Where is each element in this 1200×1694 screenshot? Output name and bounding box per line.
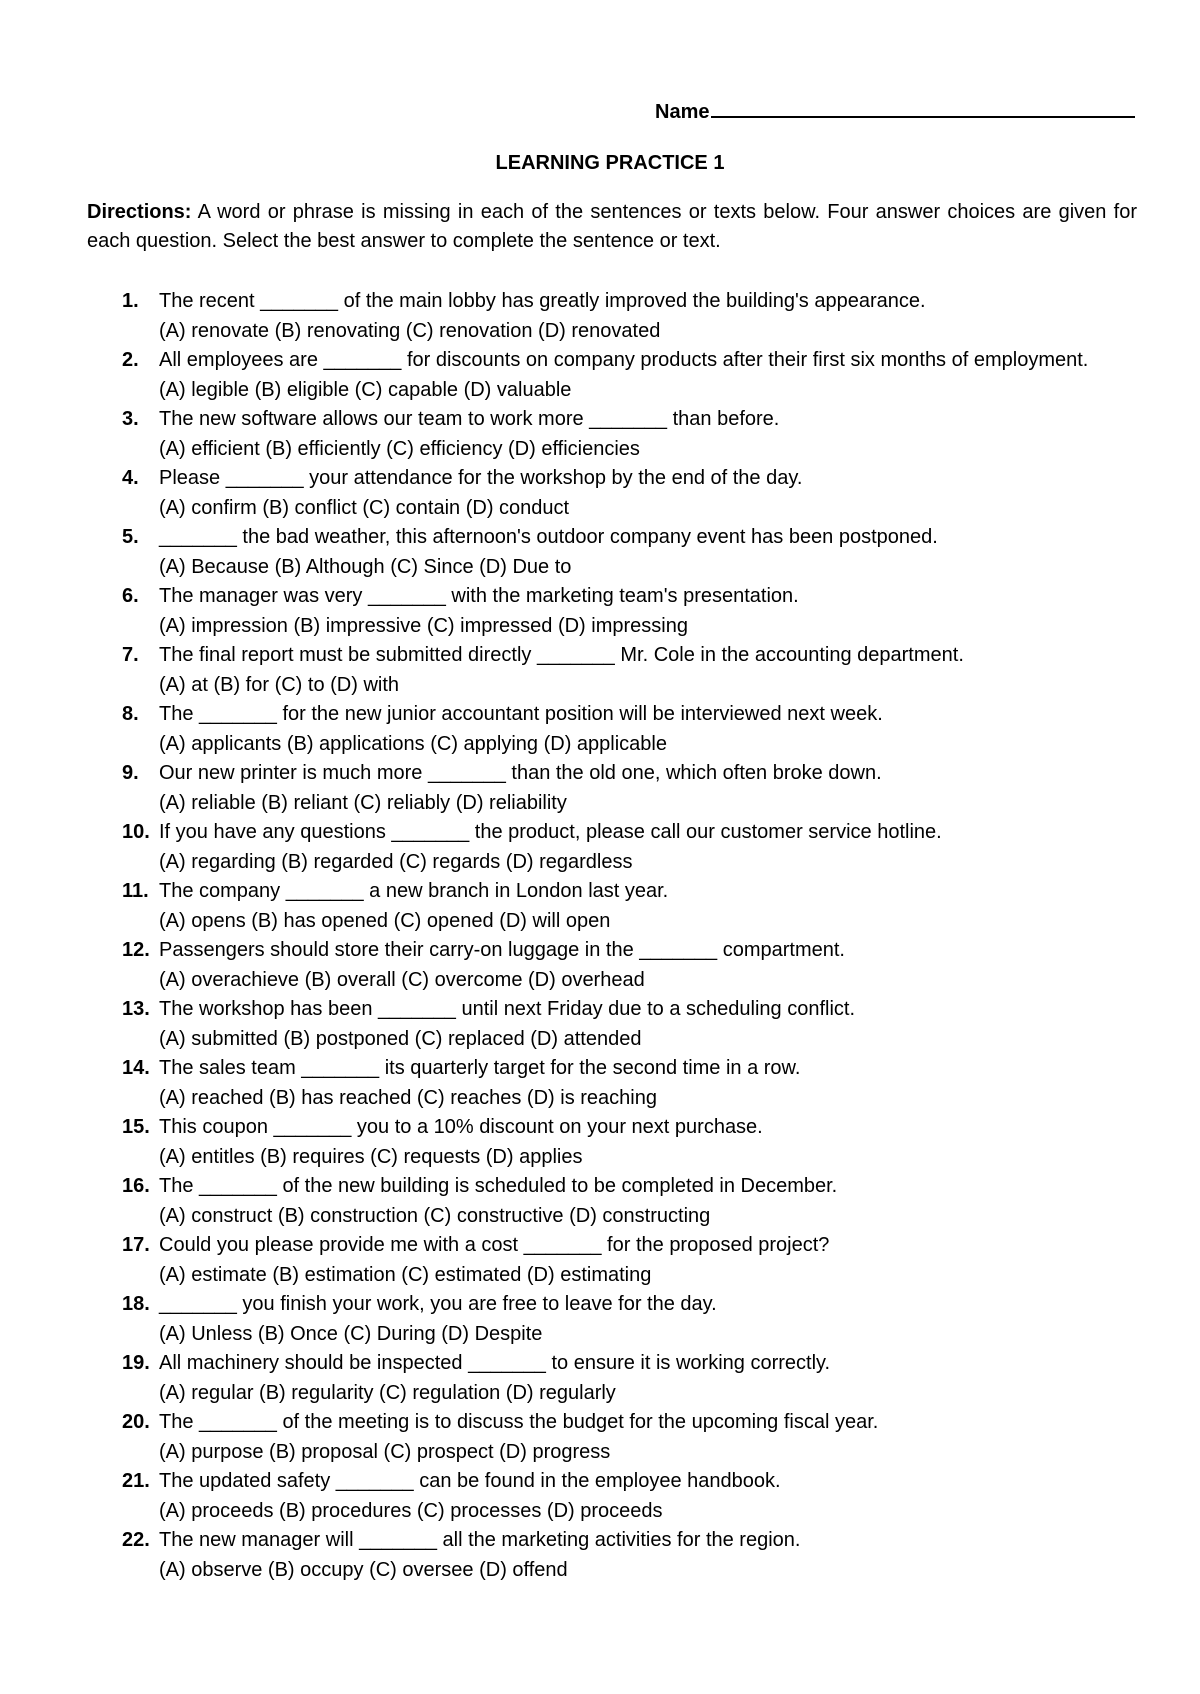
- question-text: All machinery should be inspected _______ to ensure it is working correctly.: [159, 1352, 831, 1374]
- question-text: The updated safety _______ can be found in the employee handbook.: [159, 1470, 781, 1492]
- question-text: Please _______ your attendance for the workshop by the end of the day.: [159, 467, 803, 489]
- question-number: 17.: [122, 1234, 150, 1256]
- question-item: [122, 1349, 1137, 1408]
- question-body: [159, 1408, 1137, 1467]
- question-body: [159, 759, 1137, 818]
- name-underline: [711, 98, 1135, 118]
- answer-choices: (A) renovate (B) renovating (C) renovation (D) renovated: [159, 319, 661, 342]
- question-number: 4.: [122, 467, 139, 489]
- answer-choices: (A) entitles (B) requires (C) requests (D) applies: [159, 1145, 583, 1168]
- question-body: [159, 877, 1137, 936]
- question-text: _______ the bad weather, this afternoon's outdoor company event has been postponed.: [159, 526, 938, 548]
- answer-choices: (A) regular (B) regularity (C) regulation (D) regularly: [159, 1381, 616, 1404]
- question-item: [122, 1290, 1137, 1349]
- question-number: 13.: [122, 998, 150, 1020]
- question-item: [122, 346, 1137, 405]
- question-item: [122, 1113, 1137, 1172]
- question-number: 20.: [122, 1411, 150, 1433]
- answer-choices: (A) Because (B) Although (C) Since (D) Due to: [159, 555, 572, 578]
- question-body: [159, 995, 1137, 1054]
- page-title: LEARNING PRACTICE 1: [495, 152, 725, 174]
- question-item: [122, 818, 1137, 877]
- question-text: _______ you finish your work, you are free to leave for the day.: [159, 1293, 717, 1315]
- question-item: [122, 641, 1137, 700]
- question-number: 18.: [122, 1293, 150, 1315]
- question-item: [122, 1526, 1137, 1585]
- question-body: [159, 1231, 1137, 1290]
- question-number: 15.: [122, 1116, 150, 1138]
- question-text: The final report must be submitted directly _______ Mr. Cole in the accounting department.: [159, 644, 964, 666]
- question-body: [159, 641, 1137, 700]
- answer-choices: (A) reliable (B) reliant (C) reliably (D) reliability: [159, 791, 567, 814]
- question-body: [159, 464, 1137, 523]
- question-number: 7.: [122, 644, 139, 666]
- question-number: 3.: [122, 408, 139, 430]
- question-body: [159, 582, 1137, 641]
- question-body: [159, 405, 1137, 464]
- answer-choices: (A) observe (B) occupy (C) oversee (D) offend: [159, 1558, 568, 1581]
- question-text: If you have any questions _______ the product, please call our customer service hotline.: [159, 821, 942, 843]
- question-text: The _______ of the meeting is to discuss the budget for the upcoming fiscal year.: [159, 1411, 879, 1433]
- question-body: [159, 936, 1137, 995]
- question-text: The recent _______ of the main lobby has greatly improved the building's appearance.: [159, 290, 926, 312]
- question-text: The _______ of the new building is scheduled to be completed in December.: [159, 1175, 838, 1197]
- question-number: 8.: [122, 703, 139, 725]
- question-item: [122, 582, 1137, 641]
- answer-choices: (A) applicants (B) applications (C) applying (D) applicable: [159, 732, 667, 755]
- question-body: [159, 700, 1137, 759]
- answer-choices: (A) confirm (B) conflict (C) contain (D) conduct: [159, 496, 570, 519]
- question-item: [122, 1408, 1137, 1467]
- answer-choices: (A) reached (B) has reached (C) reaches (D) is reaching: [159, 1086, 657, 1109]
- question-item: [122, 1231, 1137, 1290]
- question-text: Our new printer is much more _______ than the old one, which often broke down.: [159, 762, 882, 784]
- answer-choices: (A) impression (B) impressive (C) impressed (D) impressing: [159, 614, 688, 637]
- question-number: 1.: [122, 290, 139, 312]
- question-number: 19.: [122, 1352, 150, 1374]
- answer-choices: (A) Unless (B) Once (C) During (D) Despite: [159, 1322, 543, 1345]
- question-item: [122, 1467, 1137, 1526]
- question-text: This coupon _______ you to a 10% discount on your next purchase.: [159, 1116, 763, 1138]
- question-body: [159, 1526, 1137, 1585]
- question-body: [159, 1467, 1137, 1526]
- question-number: 21.: [122, 1470, 150, 1492]
- question-text: The sales team _______ its quarterly target for the second time in a row.: [159, 1057, 801, 1079]
- question-number: 9.: [122, 762, 139, 784]
- question-number: 22.: [122, 1529, 150, 1551]
- question-number: 14.: [122, 1057, 150, 1079]
- question-body: [159, 1290, 1137, 1349]
- question-text: The manager was very _______ with the marketing team's presentation.: [159, 585, 799, 607]
- answer-choices: (A) estimate (B) estimation (C) estimated (D) estimating: [159, 1263, 652, 1286]
- question-text: The workshop has been _______ until next Friday due to a scheduling conflict.: [159, 998, 855, 1020]
- question-item: [122, 1172, 1137, 1231]
- name-field: [655, 98, 1135, 124]
- question-number: 6.: [122, 585, 139, 607]
- question-item: [122, 287, 1137, 346]
- answer-choices: (A) construct (B) construction (C) constructive (D) constructing: [159, 1204, 711, 1227]
- question-number: 16.: [122, 1175, 150, 1197]
- question-number: 12.: [122, 939, 150, 961]
- question-number: 2.: [122, 349, 139, 371]
- question-body: [159, 1113, 1137, 1172]
- question-item: [122, 877, 1137, 936]
- directions: [87, 198, 1137, 256]
- question-item: [122, 936, 1137, 995]
- question-body: [159, 1172, 1137, 1231]
- answer-choices: (A) efficient (B) efficiently (C) efficiency (D) efficiencies: [159, 437, 640, 460]
- question-body: [159, 1349, 1137, 1408]
- question-body: [159, 1054, 1137, 1113]
- answer-choices: (A) proceeds (B) procedures (C) processes (D) proceeds: [159, 1499, 663, 1522]
- question-item: [122, 523, 1137, 582]
- question-body: [159, 523, 1137, 582]
- question-text: All employees are _______ for discounts on company products after their first six months of employment.: [159, 349, 1089, 371]
- question-item: [122, 405, 1137, 464]
- question-number: 11.: [122, 880, 149, 902]
- question-text: Passengers should store their carry-on luggage in the _______ compartment.: [159, 939, 845, 961]
- question-number: 5.: [122, 526, 139, 548]
- question-list: [122, 287, 1137, 1585]
- answer-choices: (A) submitted (B) postponed (C) replaced (D) attended: [159, 1027, 642, 1050]
- question-body: [159, 818, 1137, 877]
- directions-label: Directions:: [87, 201, 192, 223]
- question-body: [159, 287, 1137, 346]
- answer-choices: (A) regarding (B) regarded (C) regards (D) regardless: [159, 850, 633, 873]
- directions-text: A word or phrase is missing in each of the sentences or texts below. Four answer choices are given for each question. Select the best answer to complete the sentence or text.: [87, 201, 1137, 252]
- question-text: The new manager will _______ all the marketing activities for the region.: [159, 1529, 801, 1551]
- question-text: The company _______ a new branch in London last year.: [159, 880, 669, 902]
- answer-choices: (A) at (B) for (C) to (D) with: [159, 673, 400, 696]
- question-item: [122, 1054, 1137, 1113]
- question-item: [122, 700, 1137, 759]
- answer-choices: (A) overachieve (B) overall (C) overcome (D) overhead: [159, 968, 645, 991]
- question-body: [159, 346, 1137, 405]
- question-text: The _______ for the new junior accountant position will be interviewed next week.: [159, 703, 883, 725]
- answer-choices: (A) purpose (B) proposal (C) prospect (D) progress: [159, 1440, 611, 1463]
- name-label: Name: [655, 101, 710, 123]
- question-text: The new software allows our team to work more _______ than before.: [159, 408, 780, 430]
- question-number: 10.: [122, 821, 150, 843]
- answer-choices: (A) legible (B) eligible (C) capable (D) valuable: [159, 378, 572, 401]
- question-item: [122, 995, 1137, 1054]
- question-item: [122, 759, 1137, 818]
- answer-choices: (A) opens (B) has opened (C) opened (D) will open: [159, 909, 611, 932]
- question-item: [122, 464, 1137, 523]
- question-text: Could you please provide me with a cost _______ for the proposed project?: [159, 1234, 830, 1256]
